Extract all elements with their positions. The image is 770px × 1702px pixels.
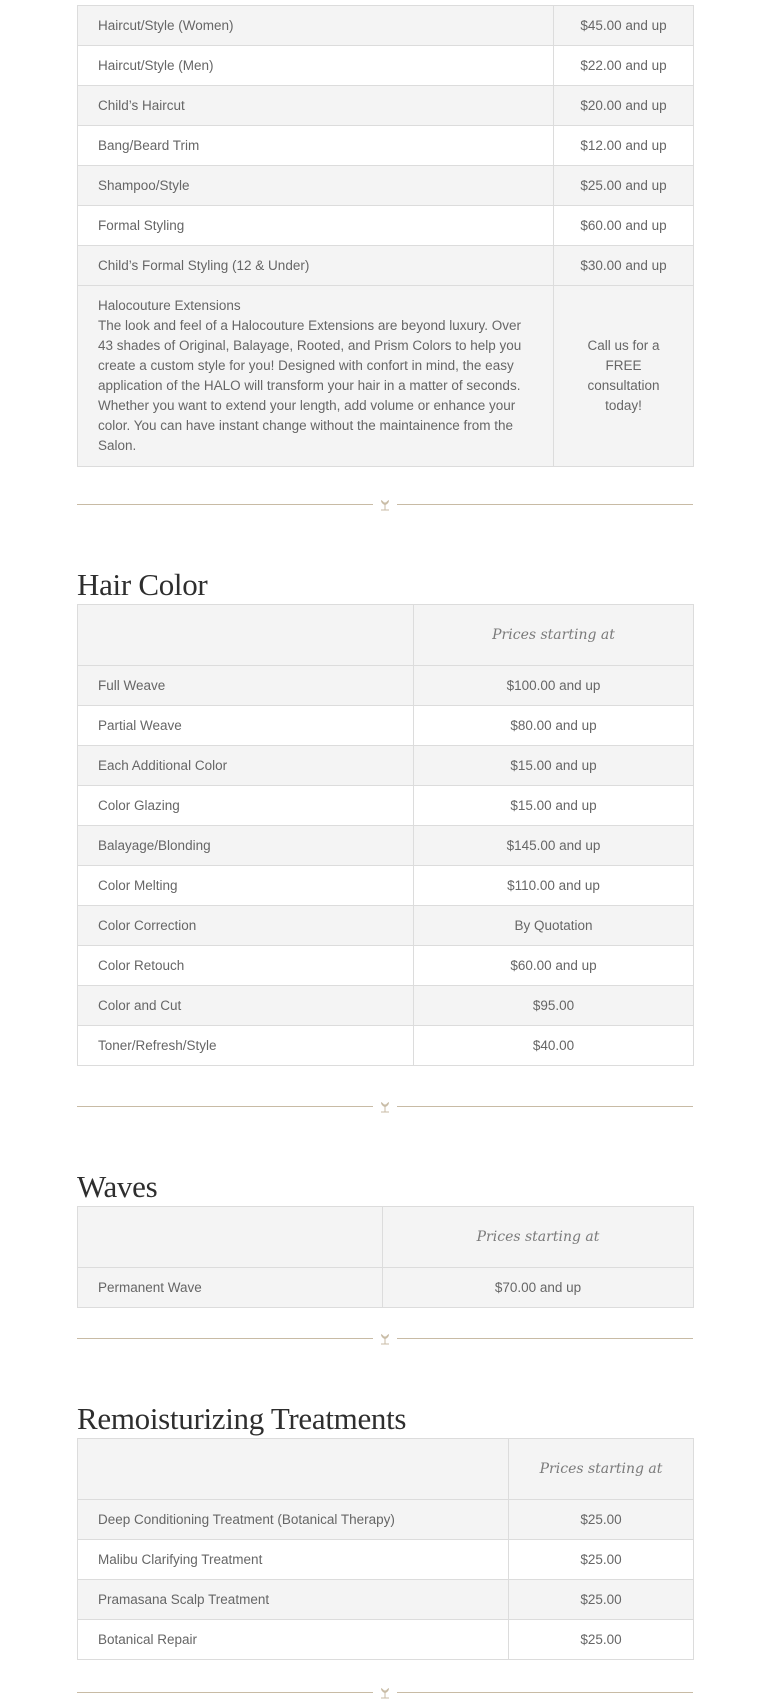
table-row [78,126,694,166]
service-price: $45.00 and up [554,6,694,46]
extensions-description: The look and feel of a Halocouture Extensions are beyond luxury. Over 43 shades of Original, Balayage, Rooted, and Prism Colors to help you create a custom style for you! Designed with confort in mind, the easy application of the HALO will transform your hair in a matter of seconds. Whether you want to extend your length, add volume or enhance your color. You can have instant change without the maintainence from the Salon. [98,318,522,453]
service-price: $15.00 and up [414,746,694,786]
table-row [78,1540,694,1580]
table-row [78,1500,694,1540]
section-divider [77,1684,693,1700]
service-name: Shampoo/Style [78,166,554,206]
hair-color-section [77,566,693,1066]
waves-table [77,1206,694,1308]
service-name: Color Correction [78,906,414,946]
service-name: Formal Styling [78,206,554,246]
prices-header: Prices starting at [383,1207,694,1268]
service-name: Color and Cut [78,986,414,1026]
service-price: $25.00 [509,1540,694,1580]
table-header-row [78,1207,694,1268]
service-price: $40.00 [414,1026,694,1066]
leaf-ornament-icon [377,1684,393,1700]
prices-header: Prices starting at [414,605,694,666]
prices-header: Prices starting at [509,1439,694,1500]
table-header-row [78,605,694,666]
table-header-row [78,1439,694,1500]
service-name: Each Additional Color [78,746,414,786]
service-name: Haircut/Style (Men) [78,46,554,86]
section-divider [77,1098,693,1114]
service-price: $25.00 [509,1500,694,1540]
service-price: $22.00 and up [554,46,694,86]
table-row [78,1620,694,1660]
extensions-price: Call us for a FREE consultation today! [554,286,694,467]
section-divider [77,1330,693,1346]
service-name: Botanical Repair [78,1620,509,1660]
service-name: Color Melting [78,866,414,906]
service-name: Haircut/Style (Women) [78,6,554,46]
service-price: $25.00 [509,1620,694,1660]
service-name: Child’s Formal Styling (12 & Under) [78,246,554,286]
table-row [78,906,694,946]
leaf-ornament-icon [377,496,393,512]
table-row [78,986,694,1026]
treatments-table [77,1438,694,1660]
section-title: Waves [77,1169,158,1204]
table-row [78,946,694,986]
service-price: $25.00 and up [554,166,694,206]
table-row [78,86,694,126]
service-price: $95.00 [414,986,694,1026]
haircut-section [77,5,693,467]
service-name: Color Retouch [78,946,414,986]
service-name: Color Glazing [78,786,414,826]
table-row [78,1026,694,1066]
service-name: Child’s Haircut [78,86,554,126]
service-price: $20.00 and up [554,86,694,126]
section-divider [77,496,693,512]
section-title: Hair Color [77,567,208,602]
service-price: $110.00 and up [414,866,694,906]
leaf-ornament-icon [377,1098,393,1114]
table-row [78,786,694,826]
service-name: Bang/Beard Trim [78,126,554,166]
table-row [78,666,694,706]
service-name: Pramasana Scalp Treatment [78,1580,509,1620]
treatments-section [77,1400,693,1660]
service-price: $145.00 and up [414,826,694,866]
service-price: $12.00 and up [554,126,694,166]
table-row [78,1268,694,1308]
service-name: Deep Conditioning Treatment (Botanical Therapy) [78,1500,509,1540]
service-price: $80.00 and up [414,706,694,746]
table-row [78,166,694,206]
service-name: Partial Weave [78,706,414,746]
table-row [78,826,694,866]
service-name: Balayage/Blonding [78,826,414,866]
table-row-extensions [78,286,694,467]
leaf-ornament-icon [377,1330,393,1346]
service-price: $15.00 and up [414,786,694,826]
table-row [78,206,694,246]
table-row [78,1580,694,1620]
service-price: By Quotation [414,906,694,946]
table-row [78,706,694,746]
extensions-description-cell [78,286,554,467]
table-row [78,46,694,86]
service-price: $25.00 [509,1580,694,1620]
service-name: Toner/Refresh/Style [78,1026,414,1066]
table-row [78,246,694,286]
service-name: Full Weave [78,666,414,706]
service-price: $30.00 and up [554,246,694,286]
service-name: Permanent Wave [78,1268,383,1308]
waves-section [77,1168,693,1308]
extensions-title: Halocouture Extensions [98,298,241,313]
service-price: $60.00 and up [554,206,694,246]
service-price: $60.00 and up [414,946,694,986]
service-price: $100.00 and up [414,666,694,706]
service-name: Malibu Clarifying Treatment [78,1540,509,1580]
section-title: Remoisturizing Treatments [77,1401,407,1436]
hair-color-table [77,604,694,1066]
service-price: $70.00 and up [383,1268,694,1308]
haircut-table [77,5,694,467]
table-row [78,6,694,46]
table-row [78,866,694,906]
table-row [78,746,694,786]
